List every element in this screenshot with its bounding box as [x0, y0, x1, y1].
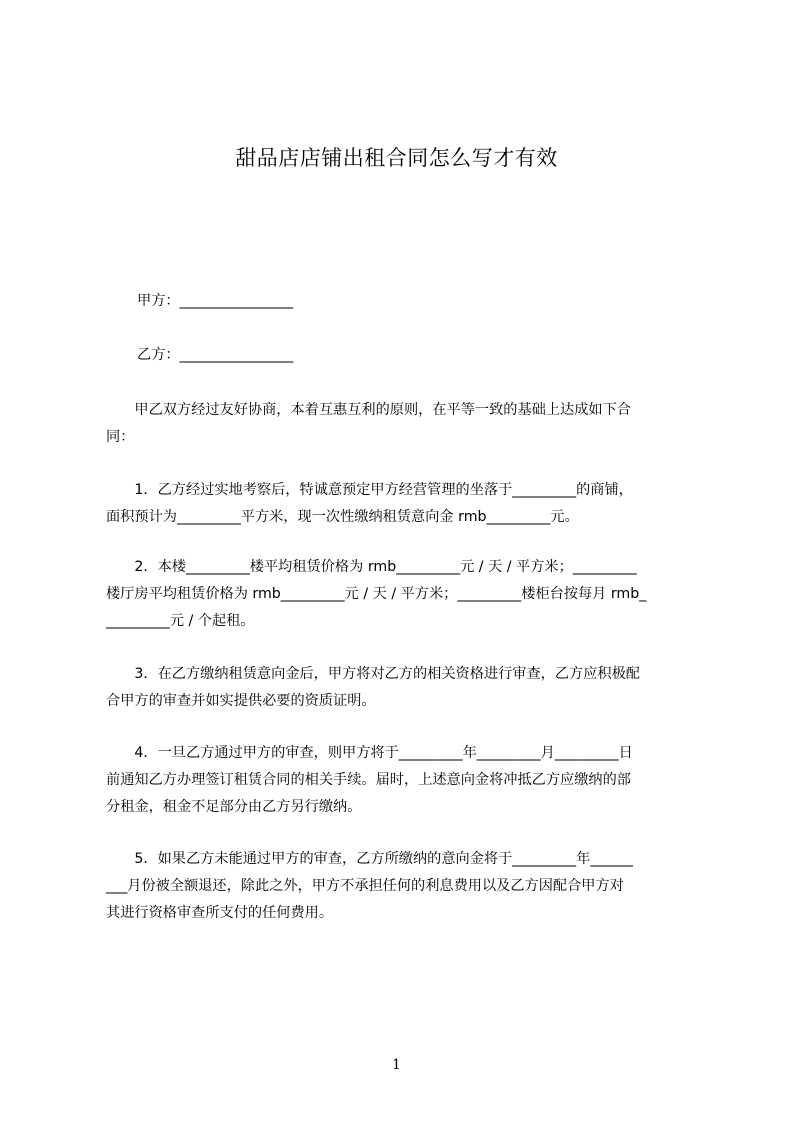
clause-3-line: 3．在乙方缴纳租赁意向金后，甲方将对乙方的相关资格进行审查，乙方应积极配 — [106, 666, 640, 682]
clause-4-line: 4．一旦乙方通过甲方的审查，则甲方将于_________年_________月_________日 — [106, 745, 633, 761]
clause-4-line: 前通知乙方办理签订租赁合同的相关手续。届时，上述意向金将冲抵乙方应缴纳的部 — [106, 772, 631, 788]
clause-2-line: 楼厅房平均租赁价格为 rmb_________元 / 天 / 平方米；_________楼柜台按每月 rmb_ — [106, 586, 647, 602]
party-b-line: 乙方：________________ — [137, 347, 294, 363]
intro-line: 甲乙双方经过友好协商，本着互惠互利的原则，在平等一致的基础上达成如下合 — [106, 402, 631, 418]
document-title: 甜品店店铺出租合同怎么写才有效 — [235, 146, 558, 170]
page-number: 1 — [392, 1057, 401, 1073]
clause-5-line: ___月份被全额退还，除此之外，甲方不承担任何的利息费用以及乙方因配合甲方对 — [106, 878, 624, 894]
clause-2-line: 2．本楼_________楼平均租赁价格为 rmb_________元 / 天 / 平方米；_________ — [106, 559, 637, 575]
clause-2-line: _________元 / 个起租。 — [106, 613, 255, 629]
intro-line: 同： — [106, 429, 135, 445]
clause-4-line: 分租金，租金不足部分由乙方另行缴纳。 — [106, 799, 362, 815]
party-a-line: 甲方：________________ — [137, 293, 294, 309]
clause-1-line: 面积预计为_________平方米，现一次性缴纳租赁意向金 rmb_________元。 — [106, 509, 579, 525]
clause-5-line: 5．如果乙方未能通过甲方的审查，乙方所缴纳的意向金将于_________年______ — [106, 851, 633, 867]
clause-3-line: 合甲方的审查并如实提供必要的资质证明。 — [106, 693, 376, 709]
clause-5-line: 其进行资格审查所支付的任何费用。 — [106, 905, 334, 921]
clause-1-line: 1．乙方经过实地考察后，特诚意预定甲方经营管理的坐落于_________的商铺， — [106, 482, 633, 498]
